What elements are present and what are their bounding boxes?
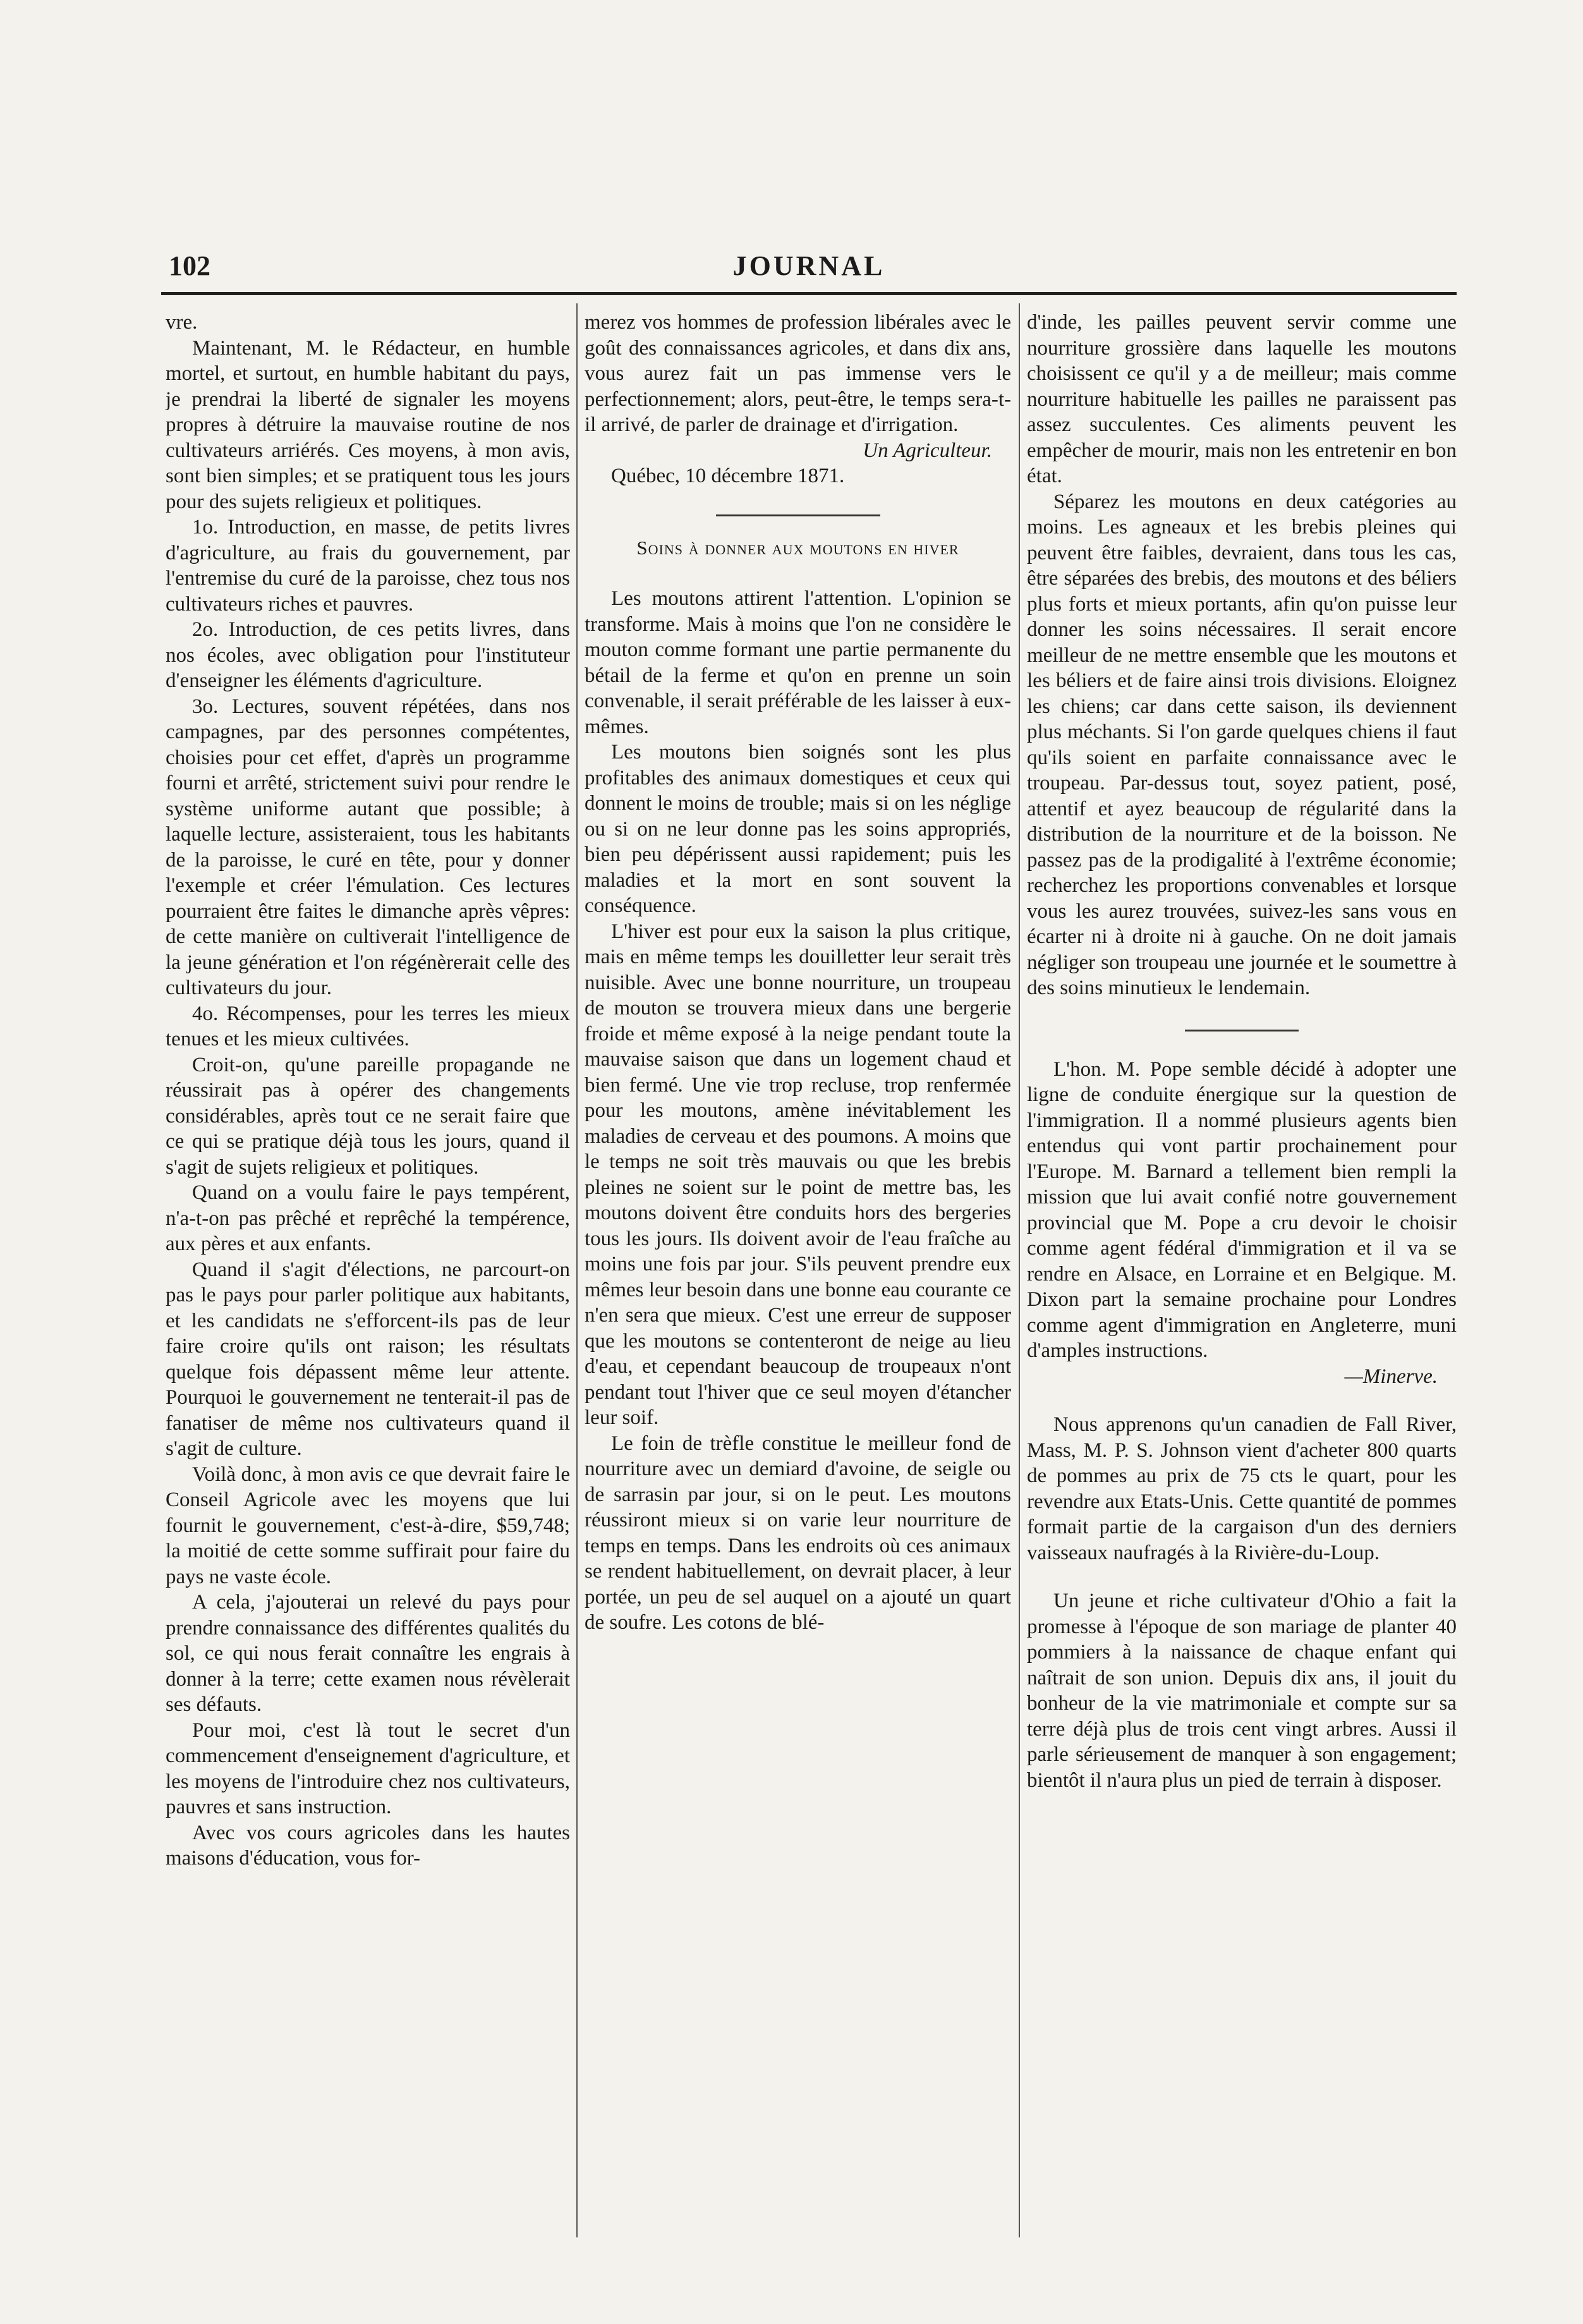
signature: Un Agriculteur. bbox=[863, 439, 992, 462]
spacer bbox=[1027, 1566, 1457, 1588]
paragraph: Quand il s'agit d'élections, ne parcourt-on pas le pays pour parler politique aux habitants, et les candidats ne s'efforcent-ils pas de leur faire croire qu'ils ont raison; les résultats quelque fois dépassent même leur attente. Pourquoi le gouvernement ne tenterait-il pas de fanatiser de même nos cultivateurs quand il s'agit de culture. bbox=[166, 1258, 570, 1460]
column-3 bbox=[1027, 310, 1457, 2256]
spacer bbox=[1027, 1389, 1457, 1412]
paragraph: Nous apprenons qu'un canadien de Fall River, Mass, M. P. S. Johnson vient d'acheter 800 quarts de pommes au prix de 75 cts le quart, pour les revendre aux Etats-Unis. Cette quantité de pommes formait partie de la cargaison d'un des derniers vaisseaux naufragés à la Rivière-du-Loup. bbox=[1027, 1413, 1457, 1564]
paragraph: Les moutons attirent l'attention. L'opinion se transforme. Mais à moins que l'on ne considère le mouton comme formant une partie permanente du bétail de la ferme et qu'on en prenne un soin convenable, il serait préférable de les laisser à eux-mêmes. bbox=[585, 587, 1011, 738]
column-2 bbox=[585, 310, 1011, 2256]
paragraph: d'inde, les pailles peuvent servir comme une nourriture grossière dans laquelle les moutons choisissent ce qu'il y a de meilleur; mais comme nourriture habituelle les pailles ne paraissent pas assez succulentes. Ces aliments peuvent les empêcher de mourir, mais non les entretenir en bon état. bbox=[1027, 311, 1457, 487]
paragraph: Un jeune et riche cultivateur d'Ohio a fait la promesse à l'époque de son mariage de planter 40 pommiers à la naissance de chaque enfant qui naîtrait de son union. Depuis dix ans, il jouit du bonheur de la vie matrimoniale et compte sur sa terre déjà plus de trois cent vingt arbres. Aussi il parle sérieusement de manquer à son engagement; bientôt il n'aura plus un pied de terrain à disposer. bbox=[1027, 1590, 1457, 1792]
paragraph: Maintenant, M. le Rédacteur, en humble mortel, et surtout, en humble habitant du pays, je prendrai la liberté de signaler les moyens propres à détruire la mauvaise routine de nos cultivateurs arriérés. Ces moyens, à mon avis, sont bien simples; et se pratiquent tous les jours pour des sujets religieux et politiques. bbox=[166, 336, 570, 513]
separator bbox=[1185, 1030, 1299, 1031]
column-divider bbox=[1019, 303, 1020, 2237]
paragraph: Le foin de trèfle constitue le meilleur fond de nourriture avec un demiard d'avoine, de seigle ou de sarrasin par jour, si on le peut. Les moutons réussiront mieux si on varie leur nourriture de temps en temps. Dans les endroits où ces animaux se rendent habituellement, on devrait placer, à leur portée, un peu de sel auquel on a ajouté un quart de soufre. Les cotons de blé- bbox=[585, 1432, 1011, 1634]
paragraph: Avec vos cours agricoles dans les hautes maisons d'éducation, vous for- bbox=[166, 1821, 570, 1870]
paragraph: 1o. Introduction, en masse, de petits livres d'agriculture, au frais du gouvernement, par l'entremise du curé de la paroisse, chez tous nos cultivateurs riches et pauvres. bbox=[166, 516, 570, 616]
page-header bbox=[161, 250, 1457, 288]
paragraph: 2o. Introduction, de ces petits livres, dans nos écoles, avec obligation pour l'instituteur d'enseigner les éléments d'agriculture. bbox=[166, 618, 570, 692]
paragraph: merez vos hommes de profession libérales avec le goût des connaissances agricoles, et dans dix ans, vous aurez fait un pas immense vers le perfectionnement; alors, peut-être, le temps sera-t-il arrivé, de parler de drainage et d'irrigation. bbox=[585, 311, 1011, 436]
column-1 bbox=[166, 310, 570, 2256]
paragraph: Quand on a voulu faire le pays tempérent, n'a-t-on pas prêché et reprêché la tempérence, aux pères et aux enfants. bbox=[166, 1181, 570, 1255]
paragraph: 4o. Récompenses, pour les terres les mieux tenues et les mieux cultivées. bbox=[166, 1002, 570, 1050]
paragraph: Séparez les moutons en deux catégories au moins. Les agneaux et les brebis pleines qui peuvent être faibles, devraient, dans tous les cas, être séparées des brebis, des moutons et des béliers plus forts et mieux portants, afin qu'on puisse leur donner les soins nécessaires. Il serait encore meilleur de ne mettre ensemble que les moutons et les béliers et de faire ainsi trois divisions. Eloignez les chiens; car dans cette saison, ils deviennent plus méchants. Si l'on garde quelques chiens il faut qu'ils soient en parfaite connaissance avec le troupeau. Par-dessus tout, soyez patient, posé, attentif et ayez beaucoup de régularité dans la distribution de la nourriture et de la boisson. Ne passez pas de la prodigalité à l'extrême économie; recherchez les proportions convenables et lorsque vous les aurez trouvées, suivez-les sans vous en écarter ni à droite ni à gauche. On ne doit jamais négliger son troupeau une journée et le soumettre à des soins minutieux le lendemain. bbox=[1027, 490, 1457, 999]
paragraph: Voilà donc, à mon avis ce que devrait faire le Conseil Agricole avec les moyens que lui fournit le gouvernement, c'est-à-dire, $59,748; la moitié de cette somme suffirait pour faire du pays ne vaste école. bbox=[166, 1463, 570, 1588]
paragraph: vre. bbox=[166, 311, 198, 334]
paragraph: 3o. Lectures, souvent répétées, dans nos campagnes, par des personnes compétentes, choisies pour cet effet, d'après un programme fourni et arrêté, strictement suivi pour rendre le système uniforme autant que possible; à laquelle lecture, assisteraient, tous les habitants de la paroisse, le curé en tête, pour y donner l'exemple et créer l'émulation. Ces lectures pourraient être faites le dimanche après vêpres: de cette manière on cultiverait l'intelligence de la jeune génération et l'on régénèrerait celle des cultivateurs du jour. bbox=[166, 695, 570, 999]
paragraph: Pour moi, c'est là tout le secret d'un commencement d'enseignement d'agriculture, et les moyens de l'introduire chez nos cultivateurs, pauvres et sans instruction. bbox=[166, 1719, 570, 1818]
paragraph: L'hiver est pour eux la saison la plus critique, mais en même temps les douilletter leur serait très nuisible. Avec une bonne nourriture, un troupeau de mouton se trouvera mieux dans une bergerie froide et même exposé à la neige pendant toute la mauvaise saison que dans un logement chaud et bien fermé. Une vie trop recluse, trop renfermée pour les moutons, amène inévitablement les maladies de cerveau et des poumons. A moins que le temps ne soit très mauvais ou que les brebis pleines ne soient sur le point de mettre bas, les moutons doivent être conduits hors des bergeries tous les jours. Ils doivent avoir de l'eau fraîche au moins une fois par jour. S'ils peuvent prendre eux mêmes leur besoin dans une bonne eau courante ce n'en sera que mieux. C'est une erreur de supposer que les moutons se contenteront de neige au lieu d'eau, et cependant beaucoup de troupeaux n'ont pendant tout l'hiver que ce seul moyen d'étancher leur soif. bbox=[585, 920, 1011, 1429]
section-title: Soins à donner aux moutons en hiver bbox=[636, 536, 959, 559]
attribution: —Minerve. bbox=[1344, 1365, 1438, 1388]
running-title: JOURNAL bbox=[732, 250, 885, 281]
separator bbox=[716, 514, 880, 516]
dateline: Québec, 10 décembre 1871. bbox=[611, 465, 845, 487]
paragraph: Les moutons bien soignés sont les plus profitables des animaux domestiques et ceux qui donnent le moins de trouble; mais si on les néglige ou si on ne leur donne pas les soins appropriés, bien peu dépérissent aussi rapidement; puis les maladies et la mort en sont souvent la conséquence. bbox=[585, 741, 1011, 917]
page-number: 102 bbox=[169, 250, 210, 281]
paragraph: Croit-on, qu'une pareille propagande ne réussirait pas à opérer des changements considérables, après tout ce ne serait faire que ce qui se pratique déjà tous les jours, quand il s'agit de sujets religieux et politiques. bbox=[166, 1053, 570, 1179]
header-rule bbox=[161, 292, 1457, 295]
paragraph: A cela, j'ajouterai un relevé du pays pour prendre connaissance des différentes qualités du sol, ce qui nous ferait connaître les engrais à donner à la terre; cette examen nous révèlerait ses défauts. bbox=[166, 1591, 570, 1716]
paragraph: L'hon. M. Pope semble décidé à adopter une ligne de conduite énergique sur la question de l'immigration. Il a nommé plusieurs agents bien entendus qui vont partir prochainement pour l'Europe. M. Barnard a tellement bien rempli la mission que lui avait confié notre gouvernement provincial que M. Pope a cru devoir le choisir comme agent fédéral d'immigration et il va se rendre en Alsace, en Lorraine et en Belgique. M. Dixon part la semaine prochaine pour Londres comme agent d'immigration en Angleterre, muni d'amples instructions. bbox=[1027, 1057, 1457, 1362]
column-divider bbox=[576, 303, 578, 2237]
